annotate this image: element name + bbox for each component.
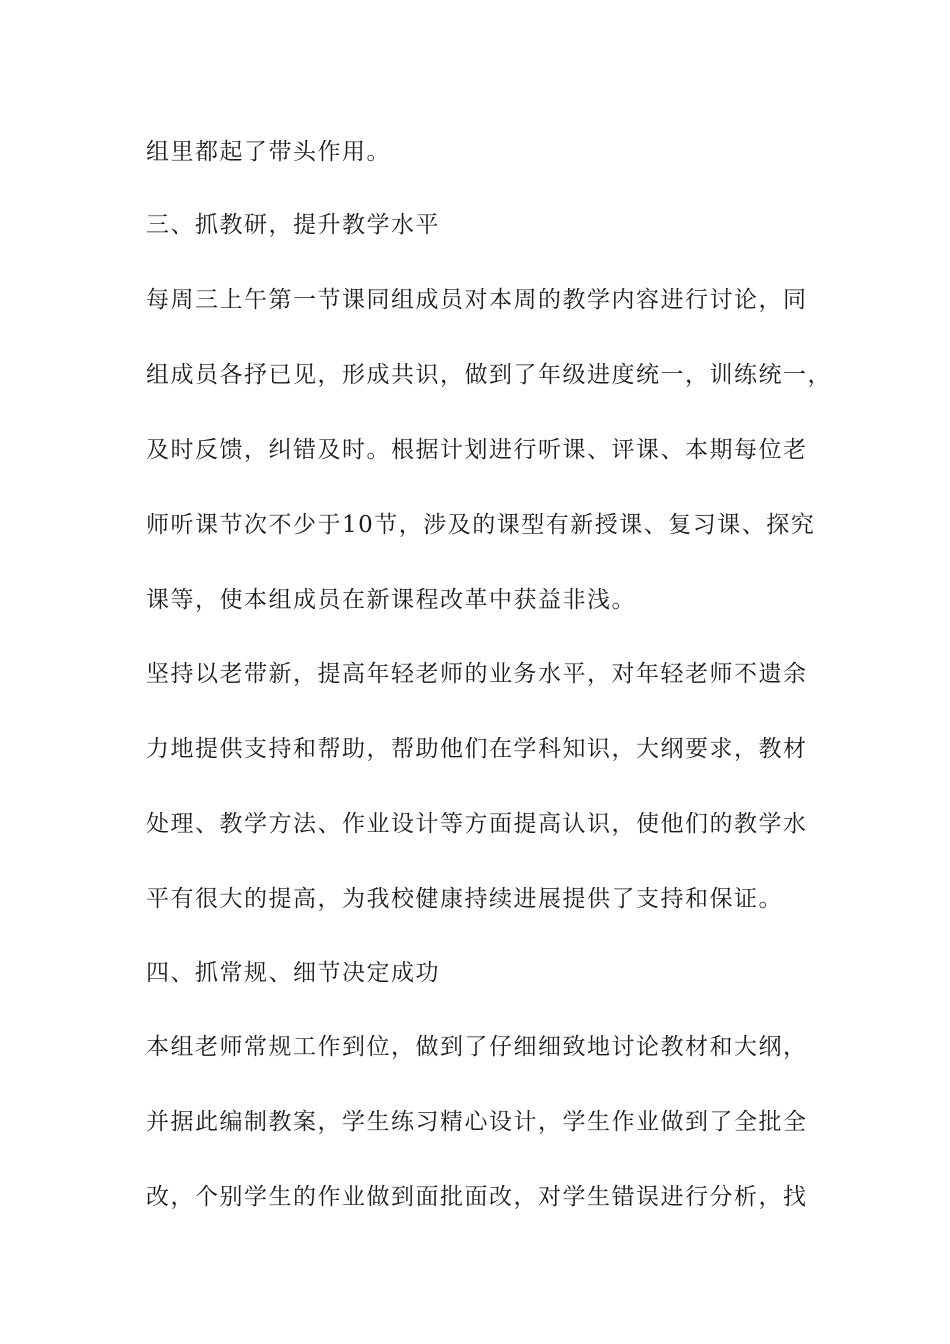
- paragraph-line: 组里都起了带头作用。: [146, 139, 391, 165]
- paragraph-line: 改，个别学生的作业做到面批面改，对学生错误进行分析，找: [146, 1184, 808, 1210]
- paragraph-line: 及时反馈，纠错及时。根据计划进行听课、评课、本期每位老: [146, 437, 808, 463]
- paragraph-line: 平有很大的提高，为我校健康持续进展提供了支持和保证。: [146, 886, 783, 912]
- paragraph-line: 坚持以老带新，提高年轻老师的业务水平，对年轻老师不遗余: [146, 661, 808, 687]
- section-heading: 三、抓教研，提升教学水平: [146, 212, 440, 238]
- paragraph-line: 每周三上午第一节课同组成员对本周的教学内容进行讨论，同: [146, 287, 808, 313]
- paragraph-line: 处理、教学方法、作业设计等方面提高认识，使他们的教学水: [146, 811, 808, 837]
- paragraph-line: 本组老师常规工作到位，做到了仔细细致地讨论教材和大纲，: [146, 1034, 808, 1060]
- section-heading: 四、抓常规、细节决定成功: [146, 960, 440, 986]
- paragraph-line: 课等，使本组成员在新课程改革中获益非浅。: [146, 587, 636, 613]
- paragraph-line: 组成员各抒已见，形成共识，做到了年级进度统一，训练统一，: [146, 362, 832, 388]
- paragraph-line: 师听课节次不少于10节，涉及的课型有新授课、复习课、探究: [146, 512, 816, 538]
- paragraph-line: 并据此编制教案，学生练习精心设计，学生作业做到了全批全: [146, 1109, 808, 1135]
- paragraph-line: 力地提供支持和帮助，帮助他们在学科知识，大纲要求，教材: [146, 736, 808, 762]
